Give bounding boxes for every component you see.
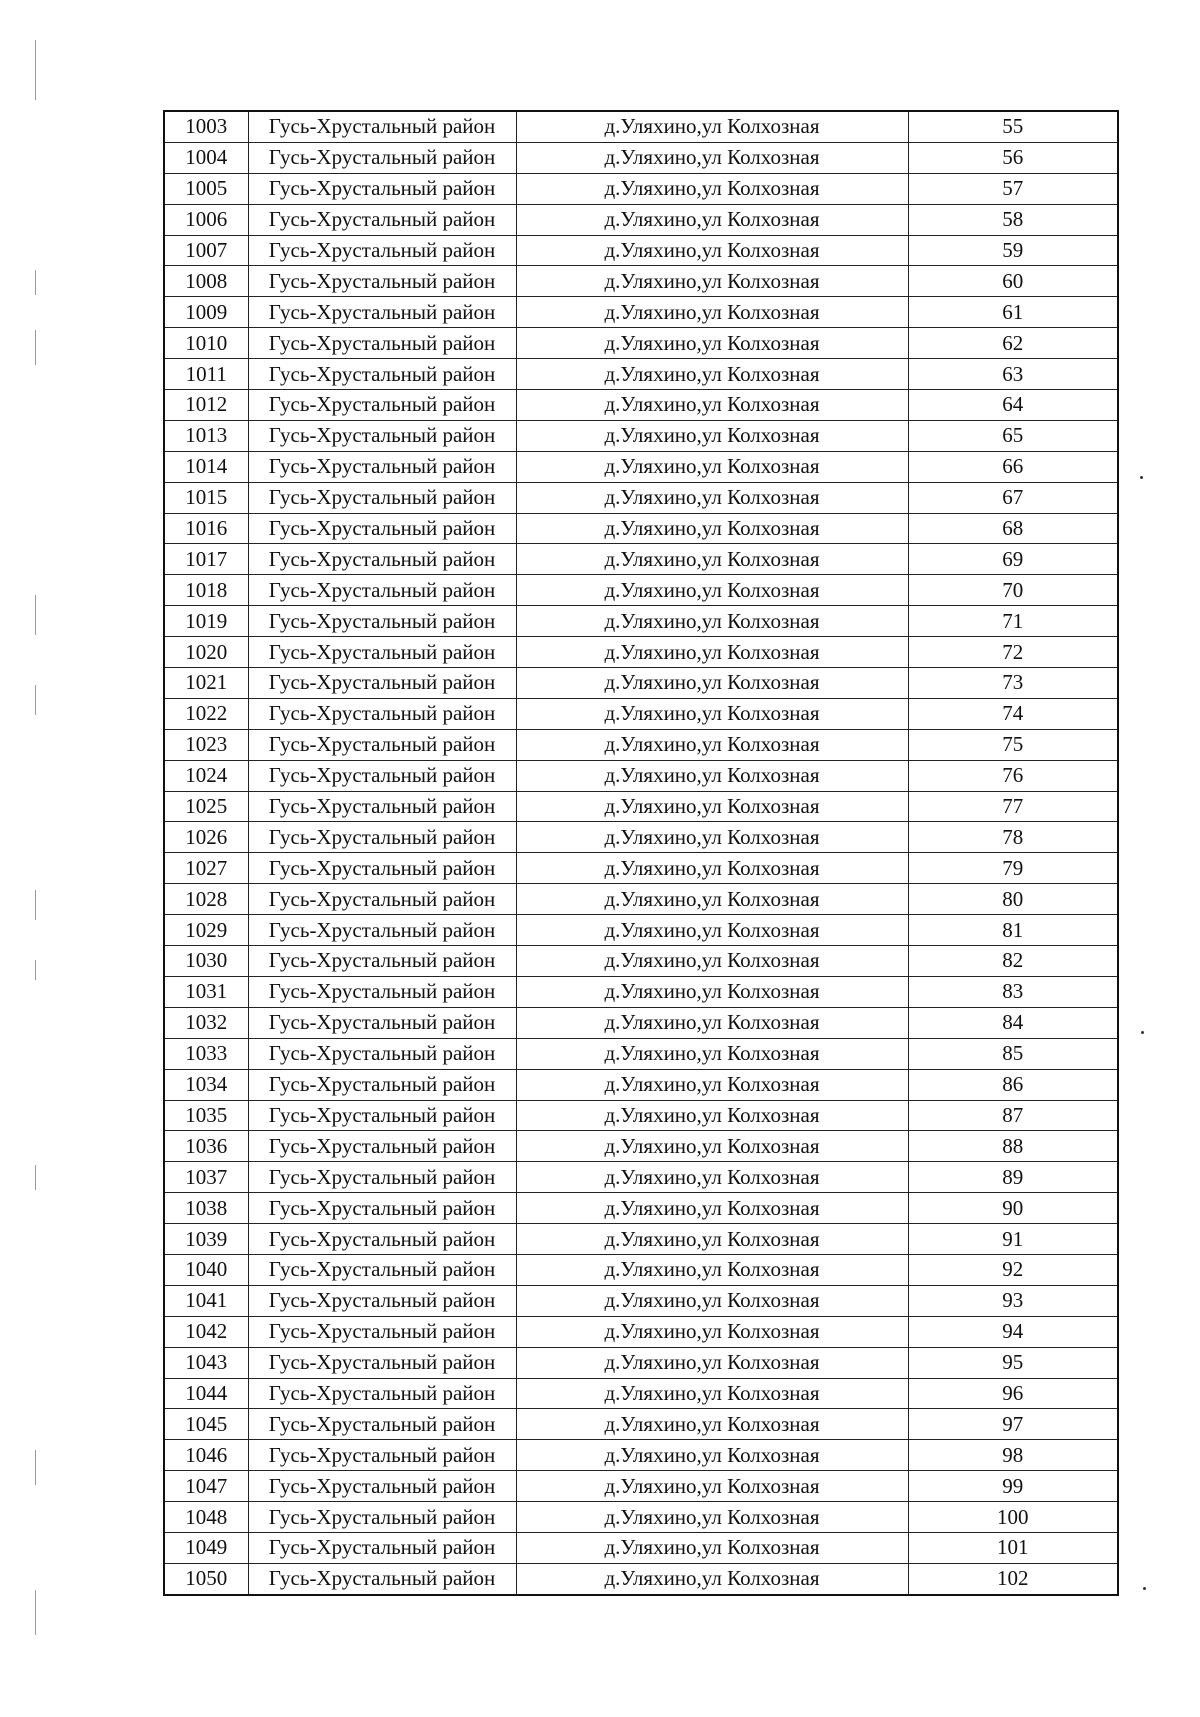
district-cell: Гусь-Хрустальный район [248, 1532, 516, 1563]
record-number-cell: 1022 [164, 698, 248, 729]
district-cell: Гусь-Хрустальный район [248, 1285, 516, 1316]
table-row [164, 1224, 1118, 1255]
record-number-cell: 1038 [164, 1193, 248, 1224]
house-number-cell: 56 [908, 142, 1118, 173]
district-cell: Гусь-Хрустальный район [248, 142, 516, 173]
scan-margin-mark [35, 890, 36, 920]
table-row [164, 1100, 1118, 1131]
table-row [164, 637, 1118, 668]
table-row [164, 606, 1118, 637]
address-cell: д.Уляхино,ул Колхозная [516, 420, 908, 451]
house-number-cell: 74 [908, 698, 1118, 729]
address-cell: д.Уляхино,ул Колхозная [516, 1100, 908, 1131]
district-cell: Гусь-Хрустальный район [248, 884, 516, 915]
house-number-cell: 79 [908, 853, 1118, 884]
house-number-cell: 70 [908, 575, 1118, 606]
district-cell: Гусь-Хрустальный район [248, 822, 516, 853]
record-number-cell: 1011 [164, 359, 248, 390]
scan-margin-mark [35, 595, 36, 635]
record-number-cell: 1015 [164, 482, 248, 513]
house-number-cell: 92 [908, 1254, 1118, 1285]
table-row [164, 111, 1118, 142]
address-cell: д.Уляхино,ул Колхозная [516, 760, 908, 791]
address-cell: д.Уляхино,ул Колхозная [516, 637, 908, 668]
address-cell: д.Уляхино,ул Колхозная [516, 1316, 908, 1347]
district-cell: Гусь-Хрустальный район [248, 637, 516, 668]
district-cell: Гусь-Хрустальный район [248, 482, 516, 513]
table-row [164, 884, 1118, 915]
district-cell: Гусь-Хрустальный район [248, 204, 516, 235]
record-number-cell: 1028 [164, 884, 248, 915]
record-number-cell: 1019 [164, 606, 248, 637]
table-row [164, 1285, 1118, 1316]
address-cell: д.Уляхино,ул Колхозная [516, 976, 908, 1007]
house-number-cell: 57 [908, 173, 1118, 204]
district-cell: Гусь-Хрустальный район [248, 853, 516, 884]
record-number-cell: 1050 [164, 1563, 248, 1594]
address-cell: д.Уляхино,ул Колхозная [516, 1038, 908, 1069]
address-cell: д.Уляхино,ул Колхозная [516, 513, 908, 544]
house-number-cell: 69 [908, 544, 1118, 575]
table-row [164, 482, 1118, 513]
table-row [164, 173, 1118, 204]
record-number-cell: 1025 [164, 791, 248, 822]
house-number-cell: 91 [908, 1224, 1118, 1255]
district-cell: Гусь-Хрустальный район [248, 420, 516, 451]
address-cell: д.Уляхино,ул Колхозная [516, 853, 908, 884]
house-number-cell: 93 [908, 1285, 1118, 1316]
district-cell: Гусь-Хрустальный район [248, 1316, 516, 1347]
address-cell: д.Уляхино,ул Колхозная [516, 698, 908, 729]
table-row [164, 420, 1118, 451]
table-row [164, 1162, 1118, 1193]
house-number-cell: 60 [908, 266, 1118, 297]
table-body [164, 111, 1118, 1595]
scan-margin-mark [35, 1590, 36, 1635]
address-cell: д.Уляхино,ул Колхозная [516, 204, 908, 235]
record-number-cell: 1040 [164, 1254, 248, 1285]
district-cell: Гусь-Хрустальный район [248, 390, 516, 421]
table-row [164, 853, 1118, 884]
house-number-cell: 71 [908, 606, 1118, 637]
address-cell: д.Уляхино,ул Колхозная [516, 1440, 908, 1471]
district-cell: Гусь-Хрустальный район [248, 359, 516, 390]
table-row [164, 791, 1118, 822]
district-cell: Гусь-Хрустальный район [248, 1038, 516, 1069]
house-number-cell: 98 [908, 1440, 1118, 1471]
table-row [164, 822, 1118, 853]
scan-speck [1143, 1587, 1146, 1590]
house-number-cell: 72 [908, 637, 1118, 668]
record-number-cell: 1049 [164, 1532, 248, 1563]
address-cell: д.Уляхино,ул Колхозная [516, 822, 908, 853]
address-cell: д.Уляхино,ул Колхозная [516, 1069, 908, 1100]
record-number-cell: 1010 [164, 328, 248, 359]
district-cell: Гусь-Хрустальный район [248, 1409, 516, 1440]
record-number-cell: 1004 [164, 142, 248, 173]
table-row [164, 451, 1118, 482]
record-number-cell: 1012 [164, 390, 248, 421]
table-row [164, 359, 1118, 390]
address-cell: д.Уляхино,ул Колхозная [516, 235, 908, 266]
table-row [164, 544, 1118, 575]
house-number-cell: 83 [908, 976, 1118, 1007]
house-number-cell: 81 [908, 915, 1118, 946]
record-number-cell: 1035 [164, 1100, 248, 1131]
record-number-cell: 1024 [164, 760, 248, 791]
district-cell: Гусь-Хрустальный район [248, 266, 516, 297]
house-number-cell: 82 [908, 946, 1118, 977]
table-row [164, 1131, 1118, 1162]
address-cell: д.Уляхино,ул Колхозная [516, 575, 908, 606]
address-cell: д.Уляхино,ул Колхозная [516, 1224, 908, 1255]
house-number-cell: 62 [908, 328, 1118, 359]
house-number-cell: 76 [908, 760, 1118, 791]
house-number-cell: 97 [908, 1409, 1118, 1440]
table-row [164, 668, 1118, 699]
record-number-cell: 1029 [164, 915, 248, 946]
table-row [164, 698, 1118, 729]
address-cell: д.Уляхино,ул Колхозная [516, 884, 908, 915]
house-number-cell: 68 [908, 513, 1118, 544]
address-cell: д.Уляхино,ул Колхозная [516, 1007, 908, 1038]
address-cell: д.Уляхино,ул Колхозная [516, 390, 908, 421]
table-row [164, 1347, 1118, 1378]
district-cell: Гусь-Хрустальный район [248, 915, 516, 946]
table-row [164, 297, 1118, 328]
district-cell: Гусь-Хрустальный район [248, 760, 516, 791]
scan-margin-mark [35, 40, 36, 100]
scan-margin-mark [35, 330, 36, 365]
district-cell: Гусь-Хрустальный район [248, 1378, 516, 1409]
district-cell: Гусь-Хрустальный район [248, 1131, 516, 1162]
address-cell: д.Уляхино,ул Колхозная [516, 1162, 908, 1193]
address-cell: д.Уляхино,ул Колхозная [516, 1409, 908, 1440]
house-number-cell: 101 [908, 1532, 1118, 1563]
record-number-cell: 1045 [164, 1409, 248, 1440]
district-cell: Гусь-Хрустальный район [248, 544, 516, 575]
district-cell: Гусь-Хрустальный район [248, 1193, 516, 1224]
house-number-cell: 59 [908, 235, 1118, 266]
record-number-cell: 1016 [164, 513, 248, 544]
house-number-cell: 65 [908, 420, 1118, 451]
address-registry-table [163, 110, 1119, 1596]
district-cell: Гусь-Хрустальный район [248, 1440, 516, 1471]
address-cell: д.Уляхино,ул Колхозная [516, 1471, 908, 1502]
scan-margin-mark [35, 1165, 36, 1190]
table-row [164, 1254, 1118, 1285]
table-row [164, 328, 1118, 359]
address-cell: д.Уляхино,ул Колхозная [516, 1563, 908, 1594]
house-number-cell: 80 [908, 884, 1118, 915]
district-cell: Гусь-Хрустальный район [248, 1224, 516, 1255]
district-cell: Гусь-Хрустальный район [248, 235, 516, 266]
record-number-cell: 1032 [164, 1007, 248, 1038]
table-row [164, 760, 1118, 791]
scan-margin-mark [35, 1450, 36, 1485]
house-number-cell: 63 [908, 359, 1118, 390]
table-row [164, 390, 1118, 421]
table-row [164, 1409, 1118, 1440]
address-cell: д.Уляхино,ул Колхозная [516, 142, 908, 173]
address-cell: д.Уляхино,ул Колхозная [516, 297, 908, 328]
address-cell: д.Уляхино,ул Колхозная [516, 1532, 908, 1563]
table-row [164, 1440, 1118, 1471]
district-cell: Гусь-Хрустальный район [248, 297, 516, 328]
district-cell: Гусь-Хрустальный район [248, 1162, 516, 1193]
address-cell: д.Уляхино,ул Колхозная [516, 1254, 908, 1285]
house-number-cell: 58 [908, 204, 1118, 235]
scan-speck [1140, 476, 1143, 479]
house-number-cell: 73 [908, 668, 1118, 699]
district-cell: Гусь-Хрустальный район [248, 1254, 516, 1285]
house-number-cell: 88 [908, 1131, 1118, 1162]
table-row [164, 1316, 1118, 1347]
record-number-cell: 1018 [164, 575, 248, 606]
record-number-cell: 1031 [164, 976, 248, 1007]
address-cell: д.Уляхино,ул Колхозная [516, 729, 908, 760]
house-number-cell: 89 [908, 1162, 1118, 1193]
district-cell: Гусь-Хрустальный район [248, 698, 516, 729]
house-number-cell: 85 [908, 1038, 1118, 1069]
house-number-cell: 77 [908, 791, 1118, 822]
address-cell: д.Уляхино,ул Колхозная [516, 482, 908, 513]
record-number-cell: 1030 [164, 946, 248, 977]
district-cell: Гусь-Хрустальный район [248, 173, 516, 204]
house-number-cell: 87 [908, 1100, 1118, 1131]
district-cell: Гусь-Хрустальный район [248, 1502, 516, 1533]
district-cell: Гусь-Хрустальный район [248, 976, 516, 1007]
record-number-cell: 1006 [164, 204, 248, 235]
district-cell: Гусь-Хрустальный район [248, 1563, 516, 1594]
district-cell: Гусь-Хрустальный район [248, 1100, 516, 1131]
table-row [164, 1532, 1118, 1563]
house-number-cell: 95 [908, 1347, 1118, 1378]
table-row [164, 946, 1118, 977]
table-row [164, 1502, 1118, 1533]
record-number-cell: 1048 [164, 1502, 248, 1533]
record-number-cell: 1037 [164, 1162, 248, 1193]
table-row [164, 1563, 1118, 1594]
address-cell: д.Уляхино,ул Колхозная [516, 266, 908, 297]
record-number-cell: 1034 [164, 1069, 248, 1100]
address-cell: д.Уляхино,ул Колхозная [516, 111, 908, 142]
address-cell: д.Уляхино,ул Колхозная [516, 668, 908, 699]
address-cell: д.Уляхино,ул Колхозная [516, 1285, 908, 1316]
address-cell: д.Уляхино,ул Колхозная [516, 791, 908, 822]
record-number-cell: 1008 [164, 266, 248, 297]
table-row [164, 1007, 1118, 1038]
house-number-cell: 64 [908, 390, 1118, 421]
record-number-cell: 1020 [164, 637, 248, 668]
district-cell: Гусь-Хрустальный район [248, 513, 516, 544]
house-number-cell: 66 [908, 451, 1118, 482]
address-cell: д.Уляхино,ул Колхозная [516, 606, 908, 637]
scan-margin-mark [35, 270, 36, 295]
house-number-cell: 75 [908, 729, 1118, 760]
house-number-cell: 99 [908, 1471, 1118, 1502]
address-cell: д.Уляхино,ул Колхозная [516, 1502, 908, 1533]
district-cell: Гусь-Хрустальный район [248, 575, 516, 606]
scan-margin-mark [35, 960, 36, 980]
address-cell: д.Уляхино,ул Колхозная [516, 1347, 908, 1378]
record-number-cell: 1027 [164, 853, 248, 884]
record-number-cell: 1009 [164, 297, 248, 328]
address-cell: д.Уляхино,ул Колхозная [516, 1193, 908, 1224]
district-cell: Гусь-Хрустальный район [248, 791, 516, 822]
record-number-cell: 1005 [164, 173, 248, 204]
scan-speck [1141, 1031, 1144, 1034]
record-number-cell: 1003 [164, 111, 248, 142]
district-cell: Гусь-Хрустальный район [248, 328, 516, 359]
address-cell: д.Уляхино,ул Колхозная [516, 173, 908, 204]
record-number-cell: 1041 [164, 1285, 248, 1316]
address-cell: д.Уляхино,ул Колхозная [516, 544, 908, 575]
address-cell: д.Уляхино,ул Колхозная [516, 946, 908, 977]
table-row [164, 142, 1118, 173]
district-cell: Гусь-Хрустальный район [248, 111, 516, 142]
table-row [164, 266, 1118, 297]
record-number-cell: 1013 [164, 420, 248, 451]
house-number-cell: 94 [908, 1316, 1118, 1347]
record-number-cell: 1036 [164, 1131, 248, 1162]
address-cell: д.Уляхино,ул Колхозная [516, 1131, 908, 1162]
table-row [164, 204, 1118, 235]
house-number-cell: 61 [908, 297, 1118, 328]
house-number-cell: 102 [908, 1563, 1118, 1594]
table-row [164, 1038, 1118, 1069]
table-row [164, 235, 1118, 266]
table-row [164, 1069, 1118, 1100]
table-row [164, 915, 1118, 946]
record-number-cell: 1047 [164, 1471, 248, 1502]
address-cell: д.Уляхино,ул Колхозная [516, 1378, 908, 1409]
district-cell: Гусь-Хрустальный район [248, 1007, 516, 1038]
district-cell: Гусь-Хрустальный район [248, 606, 516, 637]
district-cell: Гусь-Хрустальный район [248, 451, 516, 482]
district-cell: Гусь-Хрустальный район [248, 946, 516, 977]
table-row [164, 729, 1118, 760]
district-cell: Гусь-Хрустальный район [248, 668, 516, 699]
house-number-cell: 78 [908, 822, 1118, 853]
table-row [164, 976, 1118, 1007]
address-cell: д.Уляхино,ул Колхозная [516, 915, 908, 946]
house-number-cell: 84 [908, 1007, 1118, 1038]
address-cell: д.Уляхино,ул Колхозная [516, 359, 908, 390]
record-number-cell: 1014 [164, 451, 248, 482]
table-row [164, 1193, 1118, 1224]
house-number-cell: 86 [908, 1069, 1118, 1100]
record-number-cell: 1042 [164, 1316, 248, 1347]
record-number-cell: 1033 [164, 1038, 248, 1069]
record-number-cell: 1039 [164, 1224, 248, 1255]
scan-margin-mark [35, 685, 36, 715]
record-number-cell: 1017 [164, 544, 248, 575]
record-number-cell: 1023 [164, 729, 248, 760]
house-number-cell: 90 [908, 1193, 1118, 1224]
district-cell: Гусь-Хрустальный район [248, 1347, 516, 1378]
record-number-cell: 1046 [164, 1440, 248, 1471]
address-cell: д.Уляхино,ул Колхозная [516, 328, 908, 359]
house-number-cell: 96 [908, 1378, 1118, 1409]
record-number-cell: 1026 [164, 822, 248, 853]
table-row [164, 513, 1118, 544]
district-cell: Гусь-Хрустальный район [248, 1069, 516, 1100]
district-cell: Гусь-Хрустальный район [248, 1471, 516, 1502]
table-row [164, 575, 1118, 606]
house-number-cell: 55 [908, 111, 1118, 142]
table-row [164, 1378, 1118, 1409]
district-cell: Гусь-Хрустальный район [248, 729, 516, 760]
record-number-cell: 1021 [164, 668, 248, 699]
record-number-cell: 1007 [164, 235, 248, 266]
record-number-cell: 1043 [164, 1347, 248, 1378]
record-number-cell: 1044 [164, 1378, 248, 1409]
house-number-cell: 100 [908, 1502, 1118, 1533]
house-number-cell: 67 [908, 482, 1118, 513]
address-cell: д.Уляхино,ул Колхозная [516, 451, 908, 482]
table-row [164, 1471, 1118, 1502]
